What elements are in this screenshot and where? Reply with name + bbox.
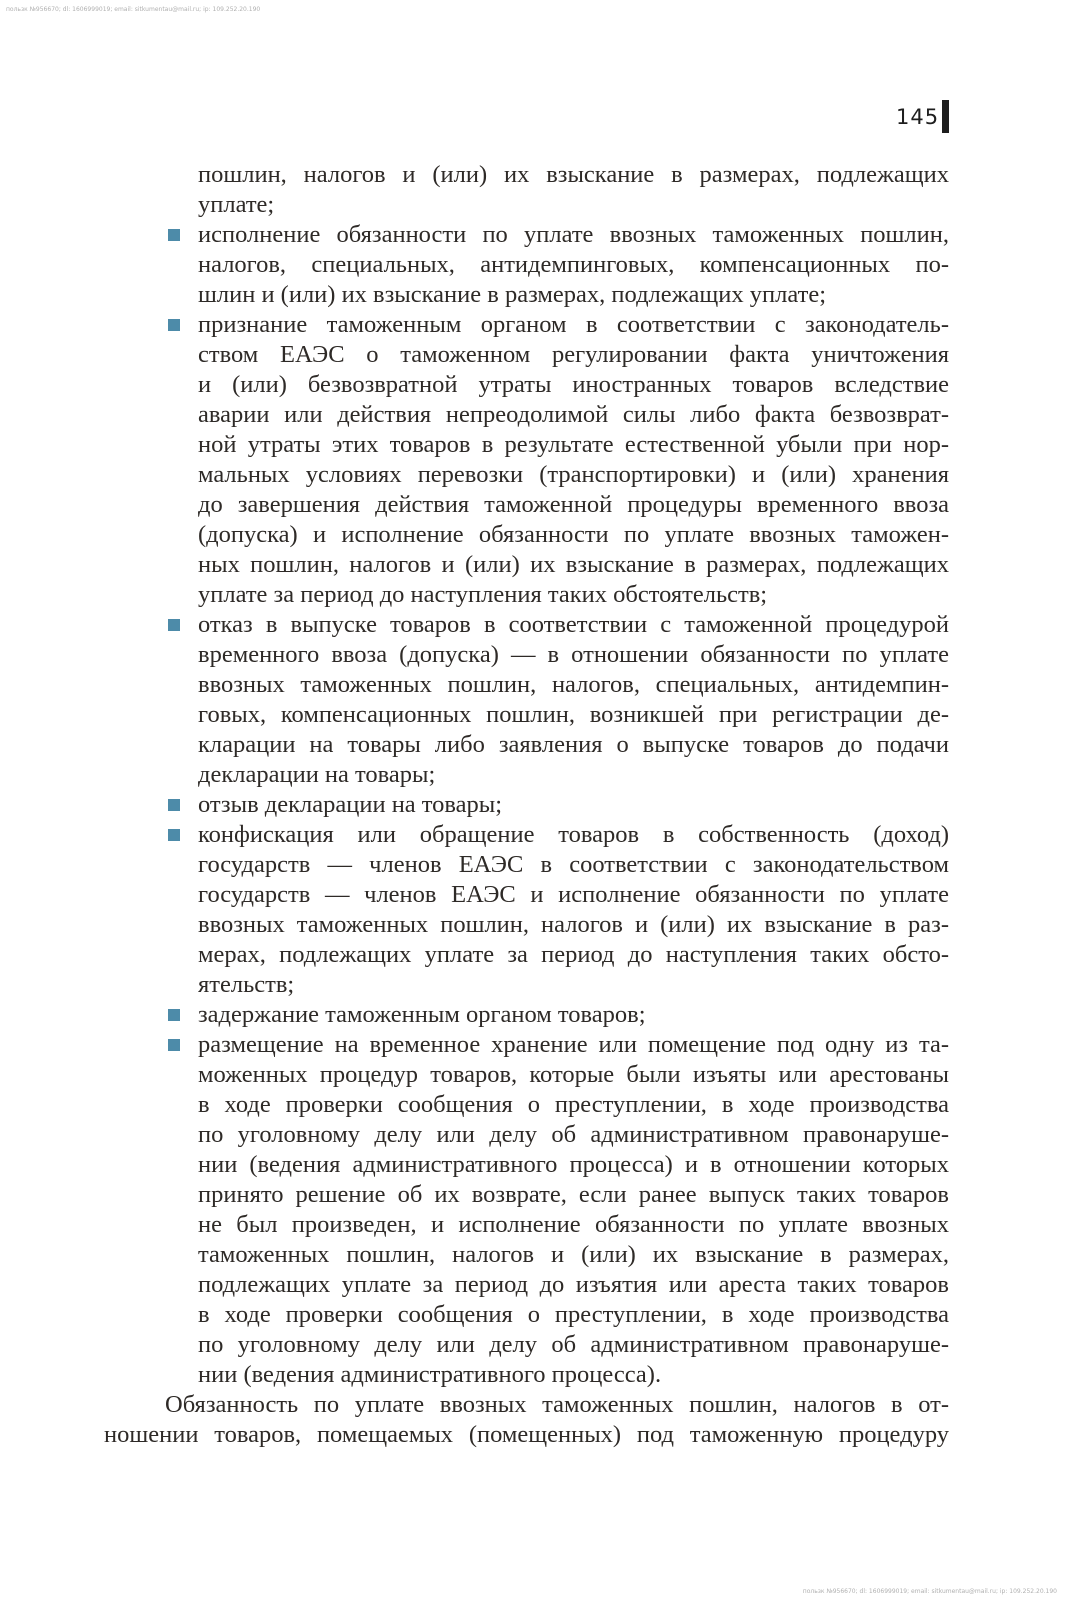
list-item-line: ятельств;: [198, 971, 295, 998]
list-item-line: не был произведен, и исполнение обязанности по уплате ввозных: [198, 1211, 949, 1238]
list-item-line: кларации на товары либо заявления о выпуске товаров до подачи: [198, 731, 949, 758]
list-item-line: государств — членов ЕАЭС в соответствии с законодательством: [198, 851, 949, 878]
list-item-line: в ходе проверки сообщения о преступлении, в ходе производства: [198, 1301, 949, 1328]
list-item-line: размещение на временное хранение или помещение под одну из та-: [198, 1031, 949, 1058]
list-item-line: подлежащих уплате за период до изъятия или ареста таких товаров: [198, 1271, 949, 1298]
list-item-line: до завершения действия таможенной процедуры временного ввоза: [198, 491, 949, 518]
list-item-line: признание таможенным органом в соответствии с законодатель-: [198, 311, 949, 338]
list-item-line: ством ЕАЭС о таможенном регулировании факта уничтожения: [198, 341, 949, 368]
list-bullet-icon: [168, 799, 180, 811]
list-item-line: ной утраты этих товаров в результате естественной убыли при нор-: [198, 431, 949, 458]
watermark-top: пользк №956670; dl: 1606999019; email: sitkumentau@mail.ru; ip: 109.252.20.190: [6, 6, 261, 13]
list-item-line: таможенных пошлин, налогов и (или) их взыскание в размерах,: [198, 1241, 949, 1268]
list-item-line: по уголовному делу или делу об административном правонаруше-: [198, 1121, 949, 1148]
list-item-line: ввозных таможенных пошлин, налогов, специальных, антидемпин-: [198, 671, 949, 698]
list-bullet-icon: [168, 619, 180, 631]
list-item-line: отказ в выпуске товаров в соответствии с таможенной процедурой: [198, 611, 949, 638]
list-item-line: моженных процедур товаров, которые были изъяты или арестованы: [198, 1061, 949, 1088]
paragraph-line: Обязанность по уплате ввозных таможенных пошлин, налогов в от-: [165, 1391, 949, 1418]
list-item-line: задержание таможенным органом товаров;: [198, 1001, 646, 1028]
list-item-line: и (или) безвозвратной утраты иностранных товаров вследствие: [198, 371, 949, 398]
list-item-line: по уголовному делу или делу об административном правонаруше-: [198, 1331, 949, 1358]
list-bullet-icon: [168, 229, 180, 241]
list-item-line: уплате за период до наступления таких обстоятельств;: [198, 581, 768, 608]
list-item-line: конфискация или обращение товаров в собственность (доход): [198, 821, 949, 848]
list-item-line: говых, компенсационных пошлин, возникшей при регистрации де-: [198, 701, 949, 728]
list-item-line: мерах, подлежащих уплате за период до наступления таких обсто-: [198, 941, 949, 968]
continued-text-line: пошлин, налогов и (или) их взыскание в размерах, подлежащих: [198, 161, 949, 188]
list-bullet-icon: [168, 1009, 180, 1021]
list-item-line: аварии или действия непреодолимой силы либо факта безвозврат-: [198, 401, 949, 428]
list-item-line: принято решение об их возврате, если ранее выпуск таких товаров: [198, 1181, 949, 1208]
list-item-line: временного ввоза (допуска) — в отношении обязанности по уплате: [198, 641, 949, 668]
list-item-line: декларации на товары;: [198, 761, 436, 788]
list-item-line: шлин и (или) их взыскание в размерах, подлежащих уплате;: [198, 281, 827, 308]
list-bullet-icon: [168, 1039, 180, 1051]
page-number: 145: [896, 105, 940, 129]
list-item-line: в ходе проверки сообщения о преступлении, в ходе производства: [198, 1091, 949, 1118]
list-item-line: мальных условиях перевозки (транспортировки) и (или) хранения: [198, 461, 949, 488]
list-bullet-icon: [168, 319, 180, 331]
list-item-line: исполнение обязанности по уплате ввозных таможенных пошлин,: [198, 221, 949, 248]
list-item-line: ввозных таможенных пошлин, налогов и (или) их взыскание в раз-: [198, 911, 949, 938]
list-item-line: государств — членов ЕАЭС и исполнение обязанности по уплате: [198, 881, 949, 908]
paragraph-line: ношении товаров, помещаемых (помещенных) под таможенную процедуру: [104, 1421, 949, 1448]
continued-text-line: уплате;: [198, 191, 275, 218]
list-item-line: ных пошлин, налогов и (или) их взыскание в размерах, подлежащих: [198, 551, 949, 578]
page-number-bar: [942, 100, 949, 133]
list-item-line: нии (ведения административного процесса).: [198, 1361, 662, 1388]
list-bullet-icon: [168, 829, 180, 841]
list-item-line: нии (ведения административного процесса) и в отношении которых: [198, 1151, 949, 1178]
watermark-bottom: пользк №956670; dl: 1606999019; email: sitkumentau@mail.ru; ip: 109.252.20.190: [802, 1588, 1057, 1595]
list-item-line: отзыв декларации на товары;: [198, 791, 503, 818]
list-item-line: налогов, специальных, антидемпинговых, компенсационных по-: [198, 251, 949, 278]
list-item-line: (допуска) и исполнение обязанности по уплате ввозных таможен-: [198, 521, 949, 548]
